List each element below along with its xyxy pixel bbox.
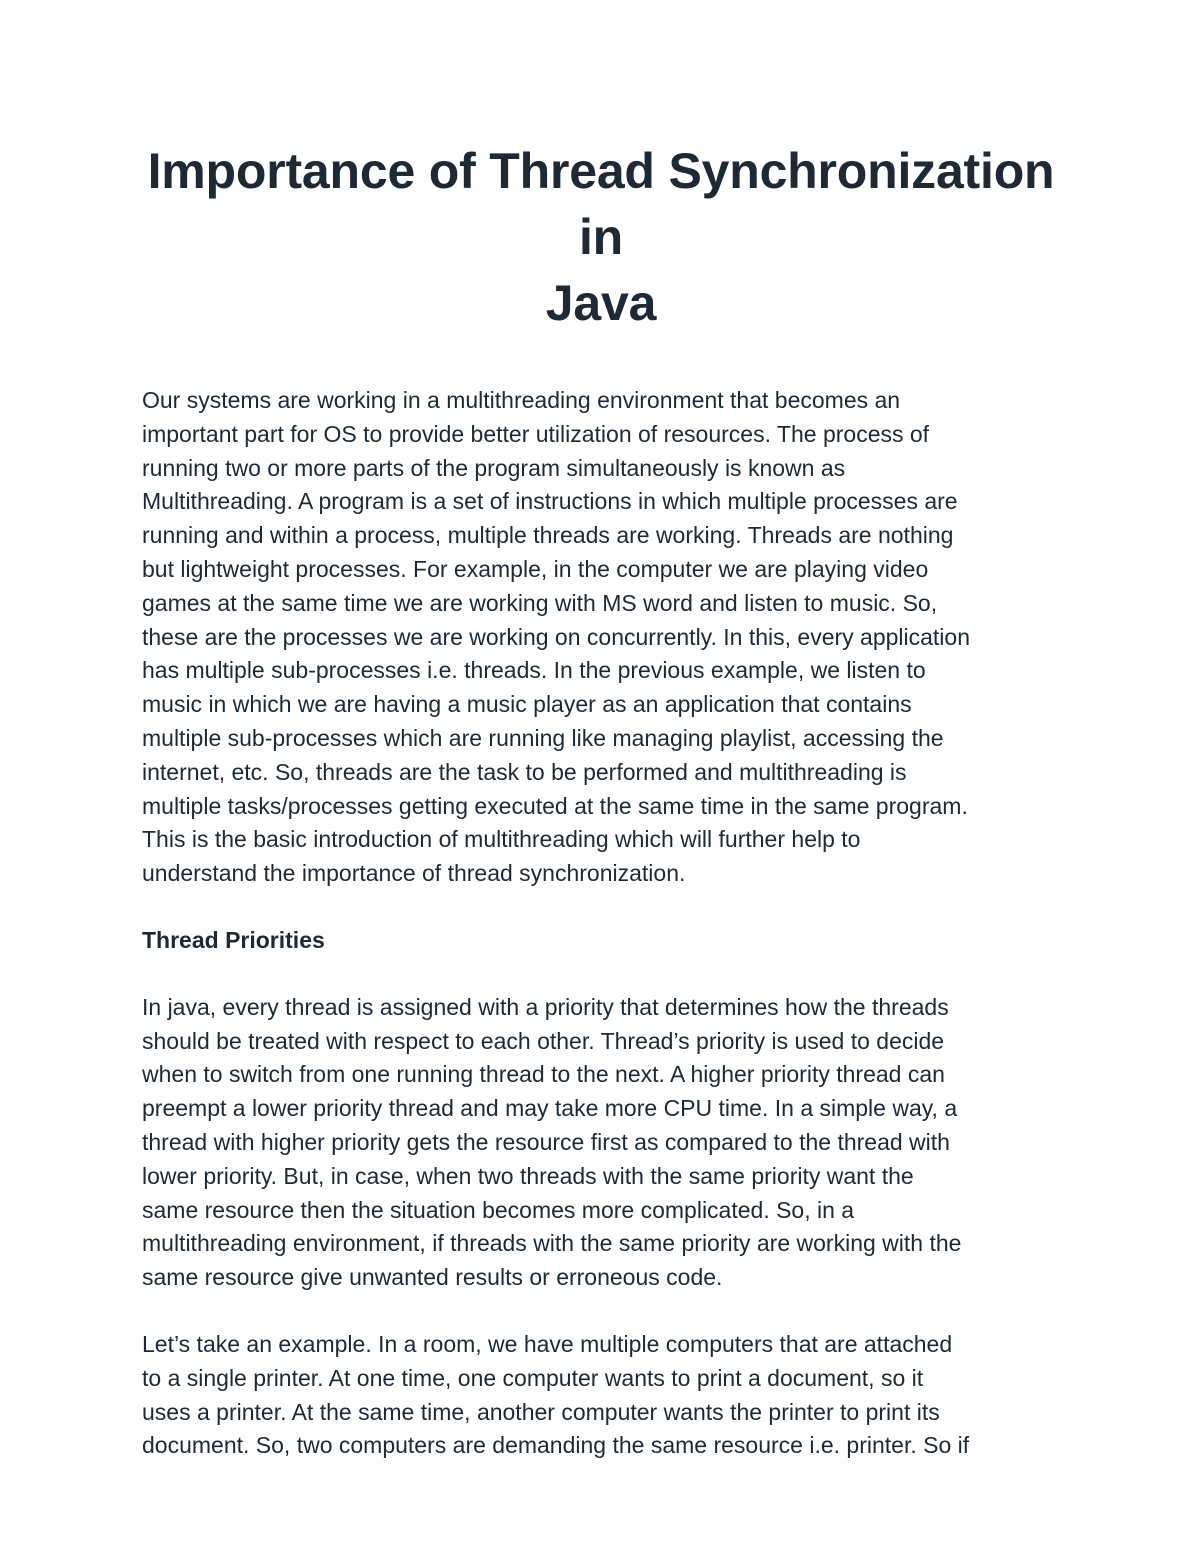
intro-paragraph xyxy=(142,384,1060,891)
text-line: preempt a lower priority thread and may take more CPU time. In a simple way, a xyxy=(142,1095,958,1122)
text-line: document. So, two computers are demanding the same resource i.e. printer. So if xyxy=(142,1432,970,1459)
text-line: multiple tasks/processes getting executed at the same time in the same program. xyxy=(142,792,968,819)
text-line: understand the importance of thread synchronization. xyxy=(142,860,686,887)
text-line: but lightweight processes. For example, in the computer we are playing video xyxy=(142,555,929,582)
page-title xyxy=(142,138,1060,336)
text-line: games at the same time we are working with MS word and listen to music. So, xyxy=(142,589,938,616)
text-line: uses a printer. At the same time, another computer wants the printer to print its xyxy=(142,1398,940,1425)
text-line: multithreading environment, if threads with the same priority are working with the xyxy=(142,1230,962,1257)
text-line: internet, etc. So, threads are the task to be performed and multithreading is xyxy=(142,758,907,785)
text-line: lower priority. But, in case, when two threads with the same priority want the xyxy=(142,1162,914,1189)
title-line: Importance of Thread Synchronization in xyxy=(147,143,1055,265)
text-line: Our systems are working in a multithreading environment that becomes an xyxy=(142,387,901,413)
text-line: multiple sub-processes which are running like managing playlist, accessing the xyxy=(142,724,944,751)
text-line: thread with higher priority gets the resource first as compared to the thread with xyxy=(142,1128,950,1155)
text-line: In java, every thread is assigned with a priority that determines how the threads xyxy=(142,993,949,1020)
text-line: to a single printer. At one time, one computer wants to print a document, so it xyxy=(142,1364,924,1391)
section-heading-thread-priorities: Thread Priorities xyxy=(142,926,325,953)
text-line: these are the processes we are working on concurrently. In this, every application xyxy=(142,623,970,650)
text-line: running two or more parts of the program simultaneously is known as xyxy=(142,454,846,481)
text-line: same resource then the situation becomes more complicated. So, in a xyxy=(142,1196,855,1223)
text-line: Let’s take an example. In a room, we have multiple computers that are attached xyxy=(142,1330,953,1357)
text-line: when to switch from one running thread to the next. A higher priority thread can xyxy=(142,1061,945,1088)
text-line: important part for OS to provide better utilization of resources. The process of xyxy=(142,420,930,447)
text-line: This is the basic introduction of multithreading which will further help to xyxy=(142,826,861,853)
priorities-paragraph xyxy=(142,991,1060,1295)
text-line: running and within a process, multiple threads are working. Threads are nothing xyxy=(142,522,954,549)
title-line: Java xyxy=(545,275,657,331)
text-line: should be treated with respect to each other. Thread’s priority is used to decide xyxy=(142,1027,945,1054)
text-line: music in which we are having a music player as an application that contains xyxy=(142,691,912,718)
example-paragraph xyxy=(142,1328,1060,1463)
text-line: same resource give unwanted results or erroneous code. xyxy=(142,1264,723,1291)
text-line: has multiple sub-processes i.e. threads. In the previous example, we listen to xyxy=(142,657,926,684)
text-line: Multithreading. A program is a set of instructions in which multiple processes are xyxy=(142,488,958,515)
